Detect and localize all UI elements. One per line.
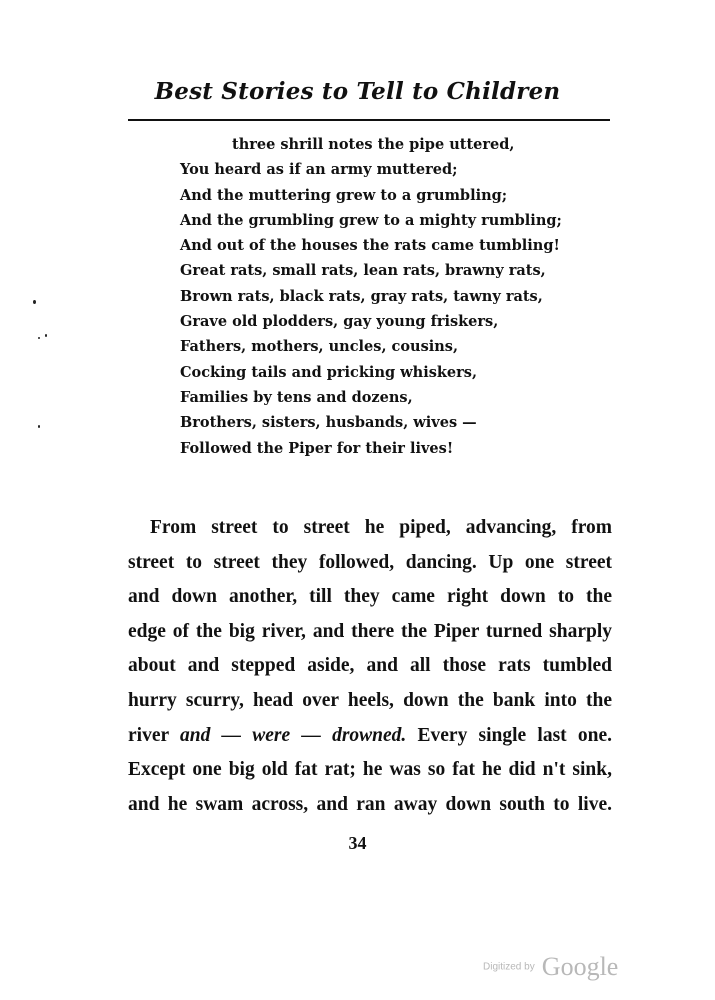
prose-line: and he swam across, and ran away down south to live. <box>128 793 612 815</box>
google-logo: Google <box>541 952 619 981</box>
prose-line: hurry scurry, head over heels, down the bank into the <box>128 689 612 711</box>
prose-line-with-emphasis <box>128 719 612 754</box>
scan-speck <box>38 337 40 339</box>
scan-speck <box>38 425 40 428</box>
poem-line: You heard as if an army muttered; <box>180 161 458 179</box>
poem-line: Great rats, small rats, lean rats, brawny rats, <box>180 262 546 280</box>
poem-line: Families by tens and dozens, <box>180 388 413 406</box>
prose-line: From street to street he piped, advancing, from <box>150 517 612 538</box>
prose-line: Except one big old fat rat; he was so fat he did n't sink, <box>128 759 612 781</box>
scan-speck <box>33 300 36 304</box>
poem-line: And the grumbling grew to a mighty rumbling; <box>180 211 562 229</box>
prose-line: street to street they followed, dancing. Up one street <box>128 551 612 573</box>
prose-line: about and stepped aside, and all those rats tumbled <box>128 655 612 677</box>
prose-line: and down another, till they came right down to the <box>128 586 612 608</box>
poem-line: Followed the Piper for their lives! <box>180 439 454 457</box>
poem-line: Grave old plodders, gay young friskers, <box>180 313 499 331</box>
poem-line: Brown rats, black rats, gray rats, tawny rats, <box>180 287 543 305</box>
page-number: 34 <box>348 833 367 853</box>
running-head-title: Best Stories to Tell to Children <box>154 78 561 105</box>
poem-line: And out of the houses the rats came tumbling! <box>180 237 560 255</box>
poem-line: And the muttering grew to a grumbling; <box>180 186 508 204</box>
emphasized-text: and — were — drowned. <box>180 724 407 746</box>
scan-speck <box>45 334 47 337</box>
poem-line: Brothers, sisters, husbands, wives — <box>180 414 477 432</box>
poem-line: Cocking tails and pricking whiskers, <box>180 363 477 381</box>
poem-line: three shrill notes the pipe uttered, <box>232 136 515 153</box>
prose-paragraph <box>128 511 612 822</box>
poem-block <box>180 132 600 461</box>
watermark-prefix: Digitized by <box>483 961 535 973</box>
poem-line: Fathers, mothers, uncles, cousins, <box>180 338 459 356</box>
prose-text: river <box>128 724 169 746</box>
header-rule <box>128 119 610 121</box>
prose-text: Every single last one. <box>417 724 613 746</box>
prose-line: edge of the big river, and there the Piper turned sharply <box>128 620 612 642</box>
digitized-watermark <box>483 952 618 982</box>
